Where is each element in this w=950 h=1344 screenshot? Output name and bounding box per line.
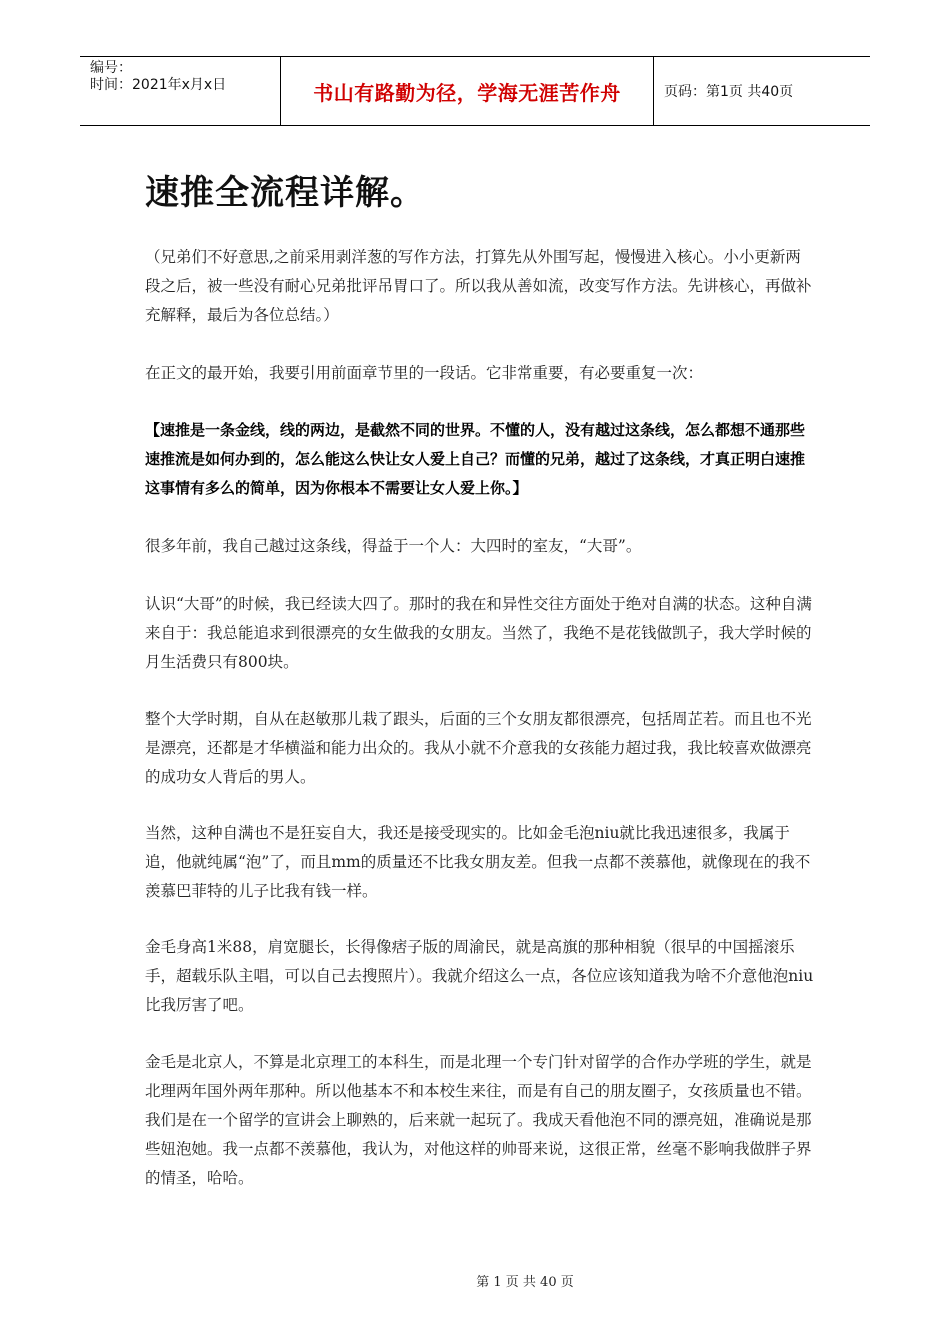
paragraph-quote-lead: 在正文的最开始，我要引用前面章节里的一段话。它非常重要，有必要重复一次：	[145, 364, 704, 382]
header-meta-cell	[80, 57, 281, 125]
paragraph-key-quote: 【速推是一条金线，线的两边，是截然不同的世界。不懂的人，没有越过这条线，怎么都想不通那些速推流是如何办到的，怎么能这么快让女人爱上自己？而懂的兄弟，越过了这条线，才真正明白速推这事情有多么的简单，因为你根本不需要让女人爱上你。】	[145, 421, 806, 497]
paragraph-golden-hair-looks: 金毛身高1米88，肩宽腿长，长得像痞子版的周渝民，就是高旗的那种相貌（很早的中国摇滚乐手，超载乐队主唱，可以自己去搜照片）。我就介绍这么一点，各位应该知道我为啥不介意他泡niu比我厉害了吧。	[145, 938, 814, 1014]
paragraph-golden-hair-background: 金毛是北京人，不算是北京理工的本科生，而是北理一个专门针对留学的合作办学班的学生，就是北理两年国外两年那种。所以他基本不和本校生来往，而是有自己的朋友圈子，女孩质量也不错。我们是在一个留学的宣讲会上聊熟的，后来就一起玩了。我成天看他泡不同的漂亮妞，准确说是那些妞泡她。我一点都不羡慕他，我认为，对他这样的帅哥来说，这很正常，丝毫不影响我做胖子界的情圣，哈哈。	[145, 1053, 812, 1187]
paragraph-roommate: 很多年前，我自己越过这条线，得益于一个人：大四时的室友，“大哥”。	[145, 537, 642, 555]
page-footer: 第 1 页 共 40 页	[476, 1275, 574, 1290]
paragraph-college-girlfriends: 整个大学时期，自从在赵敏那儿栽了跟头，后面的三个女朋友都很漂亮，包括周芷若。而且也不光是漂亮，还都是才华横溢和能力出众的。我从小就不介意我的女孩能力超过我，我比较喜欢做漂亮的成功女人背后的男人。	[145, 710, 812, 786]
header-page-label: 页码：第1页 共40页	[664, 84, 794, 100]
document-title: 速推全流程详解。	[145, 173, 425, 213]
header-motto: 书山有路勤为径，学海无涯苦作舟	[281, 57, 654, 125]
paragraph-intro-note: （兄弟们不好意思,之前采用剥洋葱的写作方法，打算先从外围写起，慢慢进入核心。小小更新两段之后，被一些没有耐心兄弟批评吊胃口了。所以我从善如流，改变写作方法。先讲核心，再做补充解释，最后为各位总结。）	[145, 248, 812, 324]
paragraph-senior-year: 认识“大哥”的时候，我已经读大四了。那时的我在和异性交往方面处于绝对自满的状态。这种自满来自于：我总能追求到很漂亮的女生做我的女朋友。当然了，我绝不是花钱做凯子，我大学时候的月生活费只有800块。	[145, 595, 812, 671]
document-number-label: 编号：	[90, 60, 132, 76]
document-time-label: 时间：2021年x月x日	[90, 77, 227, 93]
paragraph-golden-hair: 当然，这种自满也不是狂妄自大，我还是接受现实的。比如金毛泡niu就比我迅速很多，我属于追，他就纯属“泡”了，而且mm的质量还不比我女朋友差。但我一点都不羡慕他，就像现在的我不羡慕巴菲特的儿子比我有钱一样。	[145, 824, 811, 900]
document-header	[80, 56, 870, 126]
